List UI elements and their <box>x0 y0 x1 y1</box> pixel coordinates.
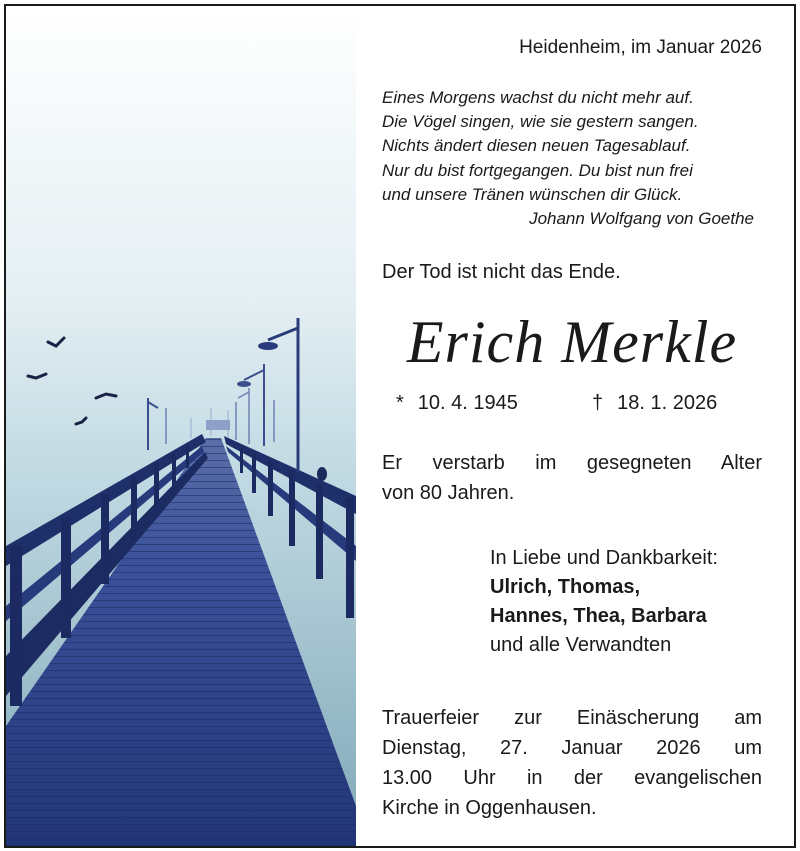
poem-line: Die Vögel singen, wie sie gestern sangen. <box>382 112 699 132</box>
poem-author: Johann Wolfgang von Goethe <box>529 209 754 229</box>
funeral-line: Kirche in Oggenhausen. <box>382 797 597 819</box>
mourner-names: Ulrich, Thomas, <box>490 576 641 598</box>
place-date: Heidenheim, im Januar 2026 <box>519 37 762 58</box>
mourner-names: Hannes, Thea, Barbara <box>490 605 707 627</box>
goethe-poem <box>382 86 762 231</box>
age-paragraph <box>382 448 762 508</box>
pier-photo-image <box>6 6 356 846</box>
death-date: 18. 1. 2026 <box>617 392 718 414</box>
pier-photo <box>6 6 356 846</box>
funeral-paragraph <box>382 703 762 823</box>
deceased-name: Erich Merkle <box>406 309 738 375</box>
death-cross-icon: † <box>592 392 604 414</box>
funeral-line: 13.00 Uhr in der evangelischen <box>382 767 762 789</box>
relatives-line: und alle Verwandten <box>490 634 672 656</box>
poem-line: Eines Morgens wachst du nicht mehr auf. <box>382 88 694 107</box>
birth-star-icon: * <box>396 392 404 414</box>
notice-text <box>382 6 762 846</box>
funeral-line: Dienstag, 27. Januar 2026 um <box>382 737 762 759</box>
birth-date: 10. 4. 1945 <box>417 392 518 414</box>
poem-line: Nichts ändert diesen neuen Tagesablauf. <box>382 136 691 156</box>
age-line: Er verstarb im gesegneten Alter <box>382 452 762 474</box>
poem-line: Nur du bist fortgegangen. Du bist nun frei <box>382 160 693 180</box>
mourners-block <box>490 544 718 660</box>
death-date-line <box>592 392 717 415</box>
funeral-line: Trauerfeier zur Einäscherung am <box>382 707 762 729</box>
intro-line: Der Tod ist nicht das Ende. <box>382 261 621 283</box>
age-line: von 80 Jahren. <box>382 482 515 504</box>
greeting: In Liebe und Dankbarkeit: <box>490 547 718 569</box>
obituary-notice <box>4 4 796 848</box>
birth-date-line <box>396 392 518 415</box>
poem-line: und unsere Tränen wünschen dir Glück. <box>382 184 683 204</box>
